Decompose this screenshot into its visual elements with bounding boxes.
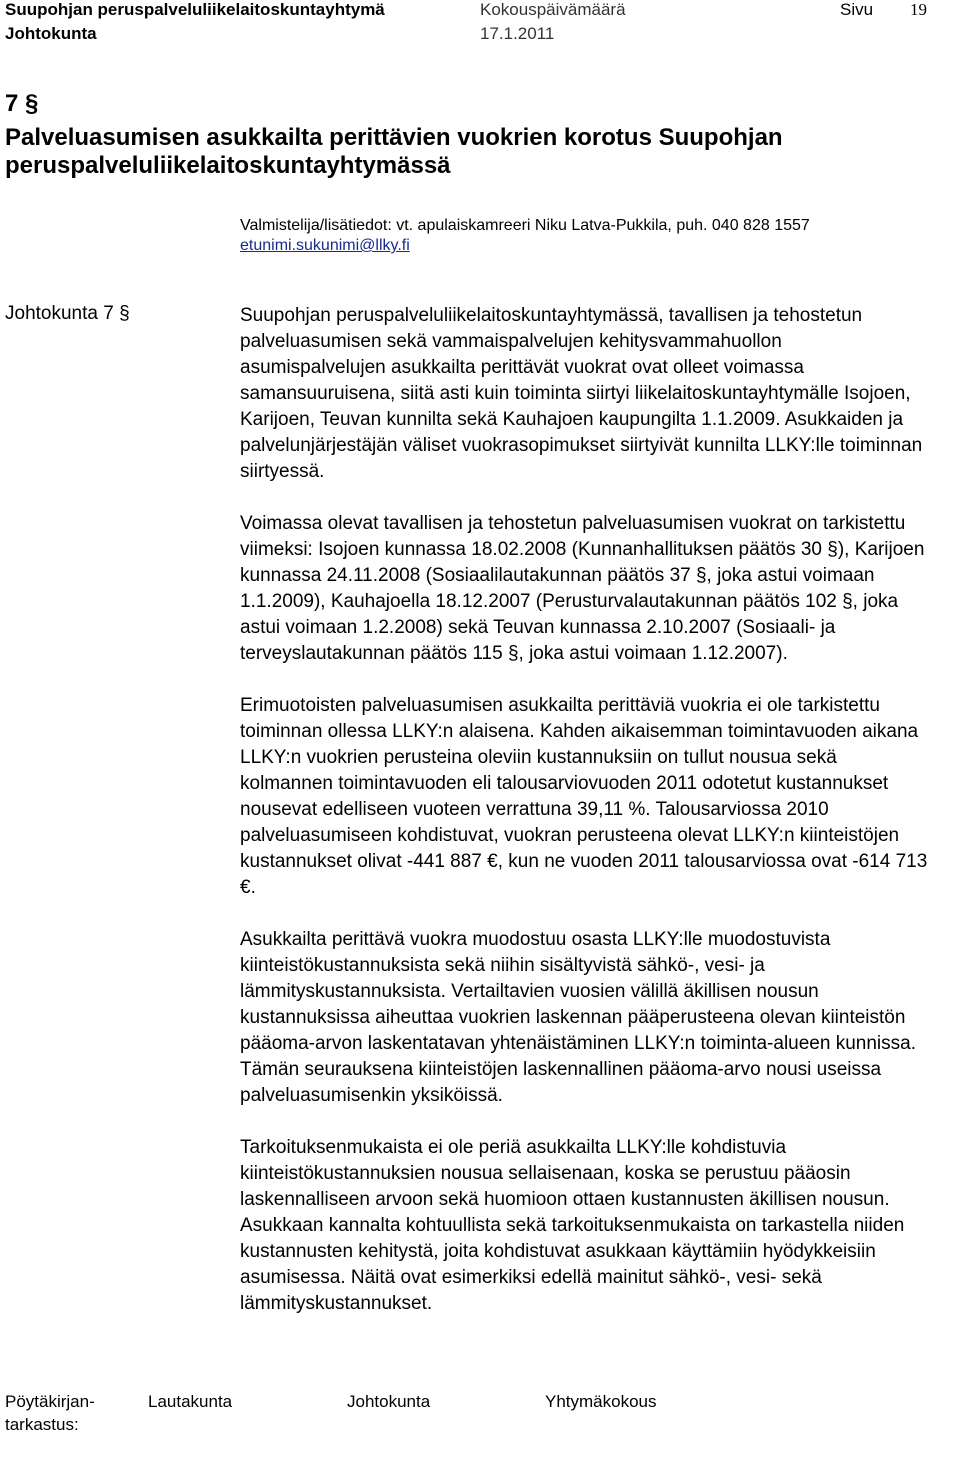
footer-check-label-line1: Pöytäkirjan- bbox=[5, 1392, 95, 1411]
header-page-number: 19 bbox=[910, 0, 927, 19]
footer-col-johtokunta: Johtokunta bbox=[347, 1392, 431, 1411]
footer-col-yhtymakokous: Yhtymäkokous bbox=[545, 1392, 657, 1411]
paragraph-3: Erimuotoisten palveluasumisen asukkailta perittäviä vuokria ei ole tarkistettu toiminnan ollessa LLKY:n alaisena. Kahden aikaisemman toimintavuoden aikana LLKY:n vuokrien perusteina oleviin kustannuksiin on tullut nousua sekä kolmannen toimintavuoden eli talousarviovuoden 2011 odotetut kustannukset nousevat edelliseen vuoteen verrattuna 39,11 %. Talousarviossa 2010 palveluasumiseen kohdistuvat, vuokran perusteena olevat LLKY:n kiinteistöjen kustannukset olivat -441 887 €, kun ne vuoden 2011 talousarviossa ovat -614 713 €. bbox=[240, 695, 928, 898]
header-date-label: Kokouspäivämäärä bbox=[480, 0, 626, 19]
item-title: Palveluasumisen asukkailta perittävien vuokrien korotus Suupohjan peruspalveluliikelaitoskuntayhtymässä bbox=[5, 124, 783, 179]
body-text bbox=[240, 303, 930, 1343]
paragraph-2: Voimassa olevat tavallisen ja tehostetun palveluasumisen vuokrat on tarkistettu viimeksi: Isojoen kunnassa 18.02.2008 (Kunnanhallituksen päätös 30 §), Karijoen kunnassa 24.11.2008 (Sosiaalilautakunnan päätös 37 §, joka astui voimaan 1.1.2009), Kauhajoella 18.12.2007 (Perusturvalautakunnan päätös 102 §, joka astui voimaan 1.2.2008) sekä Teuvan kunnassa 2.10.2007 (Sosiaali- ja terveyslautakunnan päätös 115 §, joka astui voimaan 1.12.2007). bbox=[240, 513, 925, 664]
footer-check-label bbox=[5, 1390, 95, 1436]
header-page-label: Sivu bbox=[840, 0, 874, 19]
preparer-info bbox=[240, 216, 810, 256]
footer-col-lautakunta: Lautakunta bbox=[148, 1392, 233, 1411]
paragraph-4: Asukkailta perittävä vuokra muodostuu osasta LLKY:lle muodostuvista kiinteistökustannuksista sekä niihin sisältyvistä sähkö-, vesi- ja lämmityskustannuksista. Vertailtavien vuosien välillä äkillisen nousun kustannuksissa aiheuttaa vuokrien laskennan pääperusteena olevan kiinteistön pääoma-arvon laskentatavan yhtenäistäminen LLKY:n toiminta-alueen kunnissa. Tämän seurauksena kiinteistöjen laskennallinen pääoma-arvo nousi useissa palveluasumisenkin yksiköissä. bbox=[240, 929, 916, 1106]
preparer-line: Valmistelija/lisätiedot: vt. apulaiskamreeri Niku Latva-Pukkila, puh. 040 828 1557 bbox=[240, 217, 810, 234]
header-org: Suupohjan peruspalveluliikelaitoskuntayhtymä bbox=[5, 0, 385, 19]
item-number: 7 § bbox=[5, 90, 39, 117]
preparer-email-link[interactable]: etunimi.sukunimi@llky.fi bbox=[240, 237, 410, 254]
paragraph-1: Suupohjan peruspalveluliikelaitoskuntayhtymässä, tavallisen ja tehostetun palveluasumisen sekä vammaispalvelujen kehitysvammahuollon asumispalvelujen asukkailta perittävät vuokrat ovat olleet voimassa samansuuruisena, siitä asti kuin toiminta siirtyi liikelaitoskuntayhtymälle Isojoen, Karijoen, Teuvan kunnilta sekä Kauhajoen kaupungilta 1.1.2009. Asukkaiden ja palvelunjärjestäjän väliset vuokrasopimukset siirtyivät kunnilta LLKY:lle toiminnan siirtyessä. bbox=[240, 305, 923, 482]
page-header bbox=[5, 0, 955, 48]
header-date: 17.1.2011 bbox=[480, 24, 555, 43]
footer-check-label-line2: tarkastus: bbox=[5, 1415, 79, 1434]
header-body: Johtokunta bbox=[5, 24, 97, 43]
section-label: Johtokunta 7 § bbox=[5, 303, 130, 324]
paragraph-5: Tarkoituksenmukaista ei ole periä asukkailta LLKY:lle kohdistuvia kiinteistökustannuksien nousua sellaisenaan, koska se perustuu pääosin laskennalliseen arvoon sekä huomioon ottaen kustannusten äkillisen nousun. Asukkaan kannalta kohtuullista sekä tarkoituksenmukaista on tarkastella niiden kustannusten kehitystä, joita kohdistuvat asukkaan käyttämiin hyödykkeisiin asumisessa. Näitä ovat esimerkiksi edellä mainitut sähkö-, vesi- sekä lämmityskustannukset. bbox=[240, 1137, 905, 1314]
